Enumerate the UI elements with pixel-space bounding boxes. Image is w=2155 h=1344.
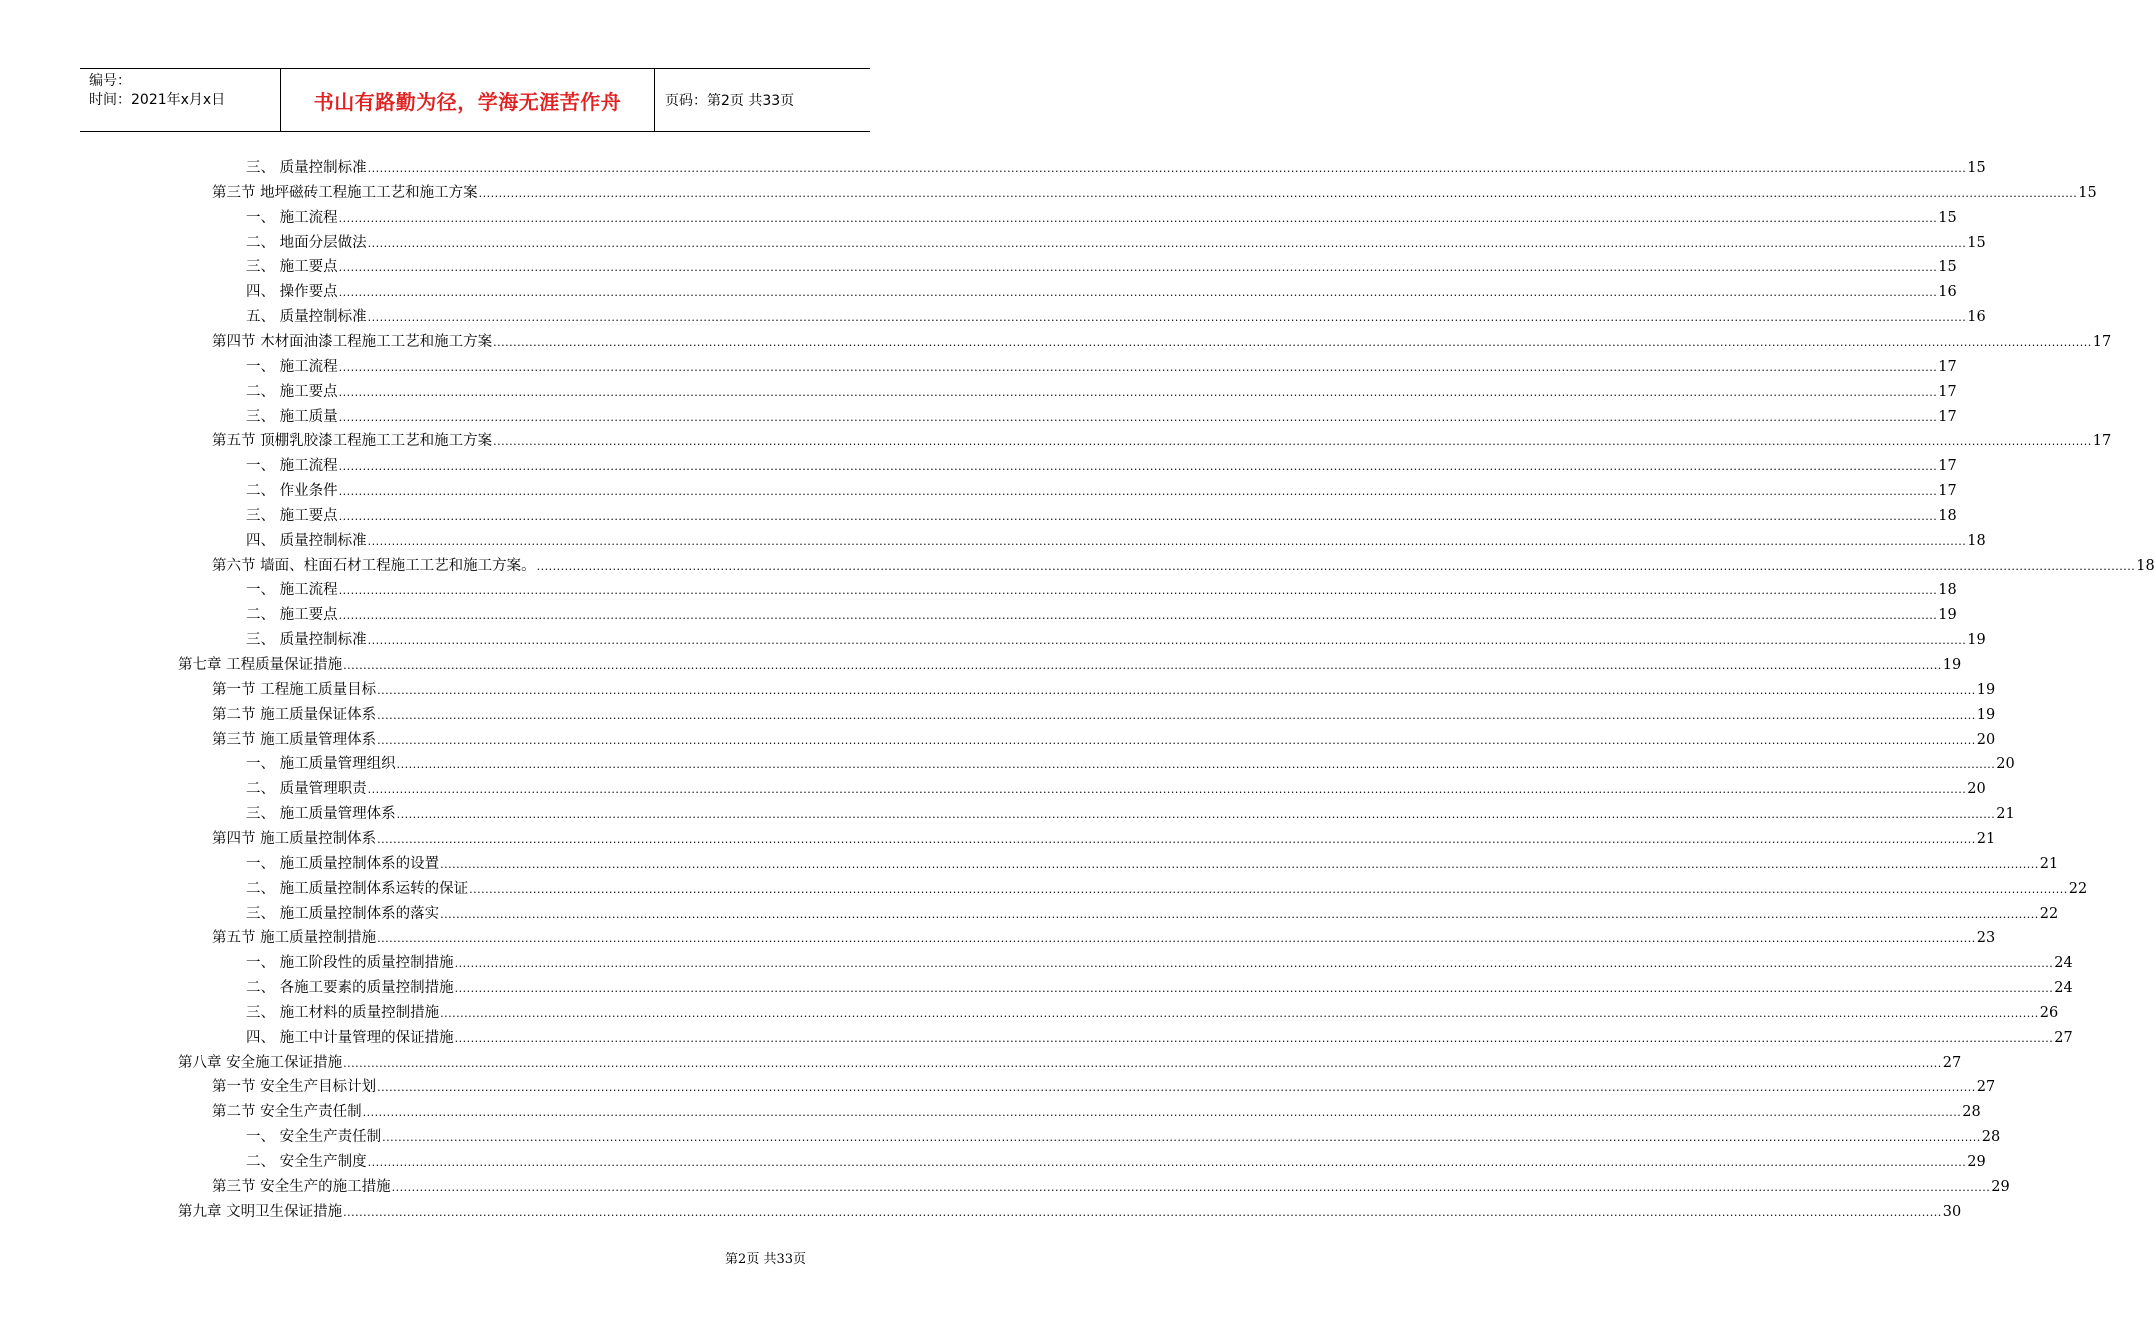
toc-entry-page: 15	[2078, 184, 2097, 201]
toc-entry-title: 四、 施工中计量管理的保证措施	[246, 1029, 454, 1046]
header-page-info: 页码：第2页 共33页	[665, 93, 795, 109]
toc-dot-leader: ................................................................................................................................................................................................................................................................................................................................................................................................................	[343, 1056, 1942, 1070]
toc-entry-title: 三、 施工质量	[246, 408, 338, 425]
toc-entry-title: 三、 施工质量管理体系	[246, 806, 396, 823]
toc-entry-title: 二、 地面分层做法	[246, 234, 367, 251]
toc-entry-page: 19	[1967, 632, 1986, 649]
toc-entry-page: 24	[2054, 955, 2073, 972]
toc-entry[interactable]	[246, 405, 1957, 427]
toc-entry-page: 22	[2068, 880, 2088, 897]
toc-entry[interactable]	[212, 728, 1996, 750]
header-meta	[80, 69, 281, 131]
toc-entry[interactable]	[246, 454, 1957, 476]
header-motto: 书山有路勤为径，学海无涯苦作舟	[281, 69, 655, 131]
toc-entry-page: 15	[1967, 160, 1986, 176]
toc-entry[interactable]	[246, 156, 1986, 178]
toc-dot-leader: ................................................................................................................................................................................................................................................................................................................................................................................................................	[454, 1031, 2054, 1045]
toc-entry-page: 29	[1967, 1154, 1986, 1170]
toc-entry-page: 16	[1938, 284, 1957, 301]
toc-entry-page: 22	[2039, 905, 2059, 922]
toc-dot-leader: ................................................................................................................................................................................................................................................................................................................................................................................................................	[440, 857, 2039, 871]
toc-entry-title: 三、 施工要点	[246, 259, 338, 276]
toc-dot-leader: ................................................................................................................................................................................................................................................................................................................................................................................................................	[338, 485, 1938, 499]
toc-entry-title: 第五节 施工质量控制措施	[212, 930, 377, 947]
toc-entry-page: 15	[1967, 234, 1986, 251]
toc-entry[interactable]	[246, 1125, 2001, 1147]
toc-dot-leader: ................................................................................................................................................................................................................................................................................................................................................................................................................	[338, 410, 1938, 424]
toc-dot-leader: ................................................................................................................................................................................................................................................................................................................................................................................................................	[440, 1006, 2039, 1020]
toc-entry[interactable]	[246, 380, 1957, 402]
toc-entry-title: 二、 质量管理职责	[246, 781, 367, 798]
toc-entry[interactable]	[178, 653, 1962, 675]
toc-entry-page: 23	[1976, 930, 1996, 947]
toc-entry-page: 20	[1967, 781, 1986, 798]
toc-entry-page: 17	[2092, 333, 2112, 350]
toc-dot-leader: ................................................................................................................................................................................................................................................................................................................................................................................................................	[338, 609, 1938, 623]
toc-dot-leader: ................................................................................................................................................................................................................................................................................................................................................................................................................	[377, 733, 1976, 747]
toc-dot-leader: ................................................................................................................................................................................................................................................................................................................................................................................................................	[367, 634, 1967, 648]
toc-entry-title: 二、 安全生产制度	[246, 1154, 367, 1170]
toc-dot-leader: ................................................................................................................................................................................................................................................................................................................................................................................................................	[338, 360, 1938, 374]
toc-entry-title: 一、 施工阶段性的质量控制措施	[246, 955, 454, 972]
toc-dot-leader: ................................................................................................................................................................................................................................................................................................................................................................................................................	[343, 1205, 1942, 1219]
toc-entry[interactable]	[246, 951, 2073, 973]
toc-entry[interactable]	[212, 330, 2112, 352]
toc-dot-leader: ................................................................................................................................................................................................................................................................................................................................................................................................................	[396, 758, 1996, 772]
toc-entry[interactable]	[246, 902, 2059, 924]
toc-entry-title: 一、 安全生产责任制	[246, 1129, 382, 1146]
toc-entry-title: 三、 施工材料的质量控制措施	[246, 1004, 440, 1021]
toc-entry-page: 28	[1962, 1104, 1981, 1121]
toc-entry[interactable]	[212, 703, 1996, 725]
toc-entry[interactable]	[178, 1200, 1962, 1222]
toc-entry-page: 17	[1938, 408, 1957, 425]
document-number-label: 编号：	[89, 73, 131, 89]
toc-entry-title: 一、 施工质量控制体系的设置	[246, 855, 440, 872]
toc-dot-leader: ................................................................................................................................................................................................................................................................................................................................................................................................................	[454, 957, 2054, 971]
toc-entry[interactable]	[246, 852, 2059, 874]
toc-entry-page: 18	[1967, 532, 1986, 549]
toc-entry[interactable]	[246, 578, 1957, 600]
toc-dot-leader: ................................................................................................................................................................................................................................................................................................................................................................................................................	[377, 832, 1976, 846]
toc-dot-leader: ................................................................................................................................................................................................................................................................................................................................................................................................................	[367, 534, 1967, 548]
toc-entry[interactable]	[246, 504, 1957, 526]
toc-entry-page: 19	[1938, 607, 1957, 624]
toc-entry[interactable]	[212, 678, 1996, 700]
toc-entry-page: 17	[2092, 433, 2112, 450]
toc-entry-page: 17	[1938, 383, 1957, 400]
toc-entry[interactable]	[212, 554, 2155, 576]
toc-dot-leader: ................................................................................................................................................................................................................................................................................................................................................................................................................	[367, 162, 1967, 175]
toc-dot-leader: ................................................................................................................................................................................................................................................................................................................................................................................................................	[478, 186, 2078, 200]
toc-entry[interactable]	[212, 827, 1996, 849]
toc-entry-title: 一、 施工流程	[246, 209, 338, 226]
toc-dot-leader: ................................................................................................................................................................................................................................................................................................................................................................................................................	[377, 708, 1976, 722]
toc-entry-page: 16	[1967, 309, 1986, 326]
toc-entry[interactable]	[246, 802, 2015, 824]
toc-entry[interactable]	[246, 206, 1957, 228]
toc-entry-title: 一、 施工流程	[246, 582, 338, 599]
toc-entry-title: 第九章 文明卫生保证措施	[178, 1203, 343, 1220]
toc-entry-title: 二、 施工质量控制体系运转的保证	[246, 880, 469, 897]
toc-entry-title: 第四节 施工质量控制体系	[212, 830, 377, 847]
toc-entry-title: 第一节 工程施工质量目标	[212, 681, 377, 698]
toc-entry-title: 第二节 施工质量保证体系	[212, 706, 377, 723]
toc-entry-title: 第五节 顶棚乳胶漆工程施工工艺和施工方案	[212, 433, 493, 450]
toc-dot-leader: ................................................................................................................................................................................................................................................................................................................................................................................................................	[377, 1081, 1976, 1095]
toc-entry-title: 第三节 施工质量管理体系	[212, 731, 377, 748]
toc-entry-title: 二、 施工要点	[246, 607, 338, 624]
toc-entry-page: 20	[1976, 731, 1996, 748]
toc-entry[interactable]	[246, 777, 1986, 799]
toc-dot-leader: ................................................................................................................................................................................................................................................................................................................................................................................................................	[338, 584, 1938, 598]
toc-entry[interactable]	[212, 181, 2097, 203]
toc-entry-title: 第八章 安全施工保证措施	[178, 1054, 343, 1071]
toc-entry-title: 四、 质量控制标准	[246, 532, 367, 549]
toc-entry-title: 二、 作业条件	[246, 483, 338, 500]
toc-entry[interactable]	[246, 1150, 1986, 1172]
toc-entry-title: 第六节 墙面、柱面石材工程施工工艺和施工方案。	[212, 557, 536, 574]
toc-entry[interactable]	[212, 429, 2112, 451]
toc-entry-page: 19	[1976, 706, 1996, 723]
document-time-label: 时间：2021年x月x日	[89, 92, 226, 108]
toc-entry-page: 28	[1981, 1129, 2001, 1146]
toc-dot-leader: ................................................................................................................................................................................................................................................................................................................................................................................................................	[367, 1156, 1967, 1169]
toc-entry[interactable]	[246, 280, 1957, 302]
toc-dot-leader: ................................................................................................................................................................................................................................................................................................................................................................................................................	[440, 907, 2039, 921]
toc-dot-leader: ................................................................................................................................................................................................................................................................................................................................................................................................................	[396, 808, 1996, 822]
toc-dot-leader: ................................................................................................................................................................................................................................................................................................................................................................................................................	[377, 683, 1976, 697]
toc-dot-leader: ................................................................................................................................................................................................................................................................................................................................................................................................................	[338, 211, 1938, 225]
toc-entry-page: 26	[2039, 1004, 2059, 1021]
toc-entry[interactable]	[246, 1026, 2073, 1048]
toc-entry-title: 第一节 安全生产目标计划	[212, 1079, 377, 1096]
toc-entry-page: 21	[1996, 806, 2015, 823]
toc-entry-title: 三、 施工质量控制体系的落实	[246, 905, 440, 922]
toc-entry-page: 24	[2054, 980, 2073, 997]
toc-entry[interactable]	[246, 529, 1986, 551]
toc-dot-leader: ................................................................................................................................................................................................................................................................................................................................................................................................................	[338, 385, 1938, 399]
toc-entry[interactable]	[212, 1175, 2010, 1197]
toc-entry-title: 三、 施工要点	[246, 507, 338, 524]
toc-entry-page: 17	[1938, 358, 1957, 375]
toc-entry[interactable]	[246, 305, 1986, 327]
toc-entry[interactable]	[212, 926, 1996, 948]
toc-dot-leader: ................................................................................................................................................................................................................................................................................................................................................................................................................	[343, 659, 1942, 672]
toc-dot-leader: ................................................................................................................................................................................................................................................................................................................................................................................................................	[367, 783, 1967, 797]
toc-entry-page: 21	[1976, 830, 1996, 847]
toc-entry-page: 27	[2054, 1029, 2073, 1046]
toc-entry-page: 17	[1938, 458, 1957, 475]
toc-entry-page: 18	[1938, 507, 1957, 524]
toc-dot-leader: ................................................................................................................................................................................................................................................................................................................................................................................................................	[338, 460, 1938, 474]
toc-dot-leader: ................................................................................................................................................................................................................................................................................................................................................................................................................	[391, 1180, 1991, 1194]
toc-entry-page: 30	[1942, 1203, 1962, 1220]
toc-entry-page: 18	[2136, 557, 2155, 574]
toc-dot-leader: ................................................................................................................................................................................................................................................................................................................................................................................................................	[338, 509, 1938, 523]
toc-entry-title: 一、 施工流程	[246, 458, 338, 475]
toc-entry-page: 27	[1976, 1079, 1996, 1096]
toc-entry-title: 第三节 安全生产的施工措施	[212, 1178, 391, 1195]
toc-dot-leader: ................................................................................................................................................................................................................................................................................................................................................................................................................	[367, 311, 1967, 325]
toc-entry-page: 27	[1942, 1054, 1962, 1071]
toc-dot-leader: ................................................................................................................................................................................................................................................................................................................................................................................................................	[338, 261, 1938, 275]
toc-entry-page: 15	[1938, 209, 1957, 226]
toc-dot-leader: ................................................................................................................................................................................................................................................................................................................................................................................................................	[493, 435, 2092, 449]
toc-entry-title: 三、 质量控制标准	[246, 632, 367, 649]
toc-entry[interactable]	[246, 479, 1957, 501]
toc-entry-page: 19	[1976, 681, 1996, 698]
toc-entry[interactable]	[246, 255, 1957, 277]
toc-entry-page: 15	[1938, 259, 1957, 276]
toc-entry-title: 三、 质量控制标准	[246, 160, 367, 176]
toc-entry-title: 第四节 木材面油漆工程施工工艺和施工方案	[212, 333, 493, 350]
toc-entry-page: 18	[1938, 582, 1957, 599]
toc-entry-title: 五、 质量控制标准	[246, 309, 367, 326]
toc-dot-leader: ................................................................................................................................................................................................................................................................................................................................................................................................................	[493, 335, 2092, 349]
toc-entry[interactable]	[246, 877, 2088, 899]
toc-entry-title: 第七章 工程质量保证措施	[178, 657, 343, 673]
toc-entry[interactable]	[246, 355, 1957, 377]
toc-entry-title: 二、 各施工要素的质量控制措施	[246, 980, 454, 997]
toc-entry-page: 20	[1996, 756, 2015, 773]
toc-entry[interactable]	[246, 603, 1957, 625]
toc-entry-page: 29	[1991, 1178, 2010, 1195]
toc-entry-title: 四、 操作要点	[246, 284, 338, 301]
page-footer: 第2页 共33页	[725, 1252, 806, 1267]
toc-entry[interactable]	[246, 628, 1986, 650]
toc-entry[interactable]	[212, 1075, 1996, 1097]
toc-dot-leader: ................................................................................................................................................................................................................................................................................................................................................................................................................	[377, 932, 1976, 946]
toc-dot-leader: ................................................................................................................................................................................................................................................................................................................................................................................................................	[382, 1131, 1981, 1145]
toc-dot-leader: ................................................................................................................................................................................................................................................................................................................................................................................................................	[367, 236, 1967, 250]
page-header	[80, 68, 870, 132]
toc-dot-leader: ................................................................................................................................................................................................................................................................................................................................................................................................................	[469, 882, 2068, 896]
toc-entry[interactable]	[246, 752, 2015, 774]
toc-entry-title: 一、 施工质量管理组织	[246, 756, 396, 773]
toc-dot-leader: ................................................................................................................................................................................................................................................................................................................................................................................................................	[536, 559, 2136, 573]
toc-entry-page: 19	[1942, 657, 1962, 673]
toc-dot-leader: ................................................................................................................................................................................................................................................................................................................................................................................................................	[454, 982, 2054, 996]
toc-entry[interactable]	[246, 1001, 2059, 1023]
toc-entry[interactable]	[246, 231, 1986, 253]
toc-entry-page: 17	[1938, 483, 1957, 500]
toc-entry-title: 一、 施工流程	[246, 358, 338, 375]
toc-dot-leader: ................................................................................................................................................................................................................................................................................................................................................................................................................	[338, 286, 1938, 300]
toc-entry[interactable]	[246, 976, 2073, 998]
toc-entry-title: 第二节 安全生产责任制	[212, 1104, 362, 1121]
toc-entry[interactable]	[178, 1051, 1962, 1073]
toc-dot-leader: ................................................................................................................................................................................................................................................................................................................................................................................................................	[362, 1106, 1962, 1120]
toc-entry-title: 二、 施工要点	[246, 383, 338, 400]
toc-entry[interactable]	[212, 1100, 1981, 1122]
toc-entry-title: 第三节 地坪磁砖工程施工工艺和施工方案	[212, 184, 478, 201]
toc-entry-page: 21	[2039, 855, 2059, 872]
